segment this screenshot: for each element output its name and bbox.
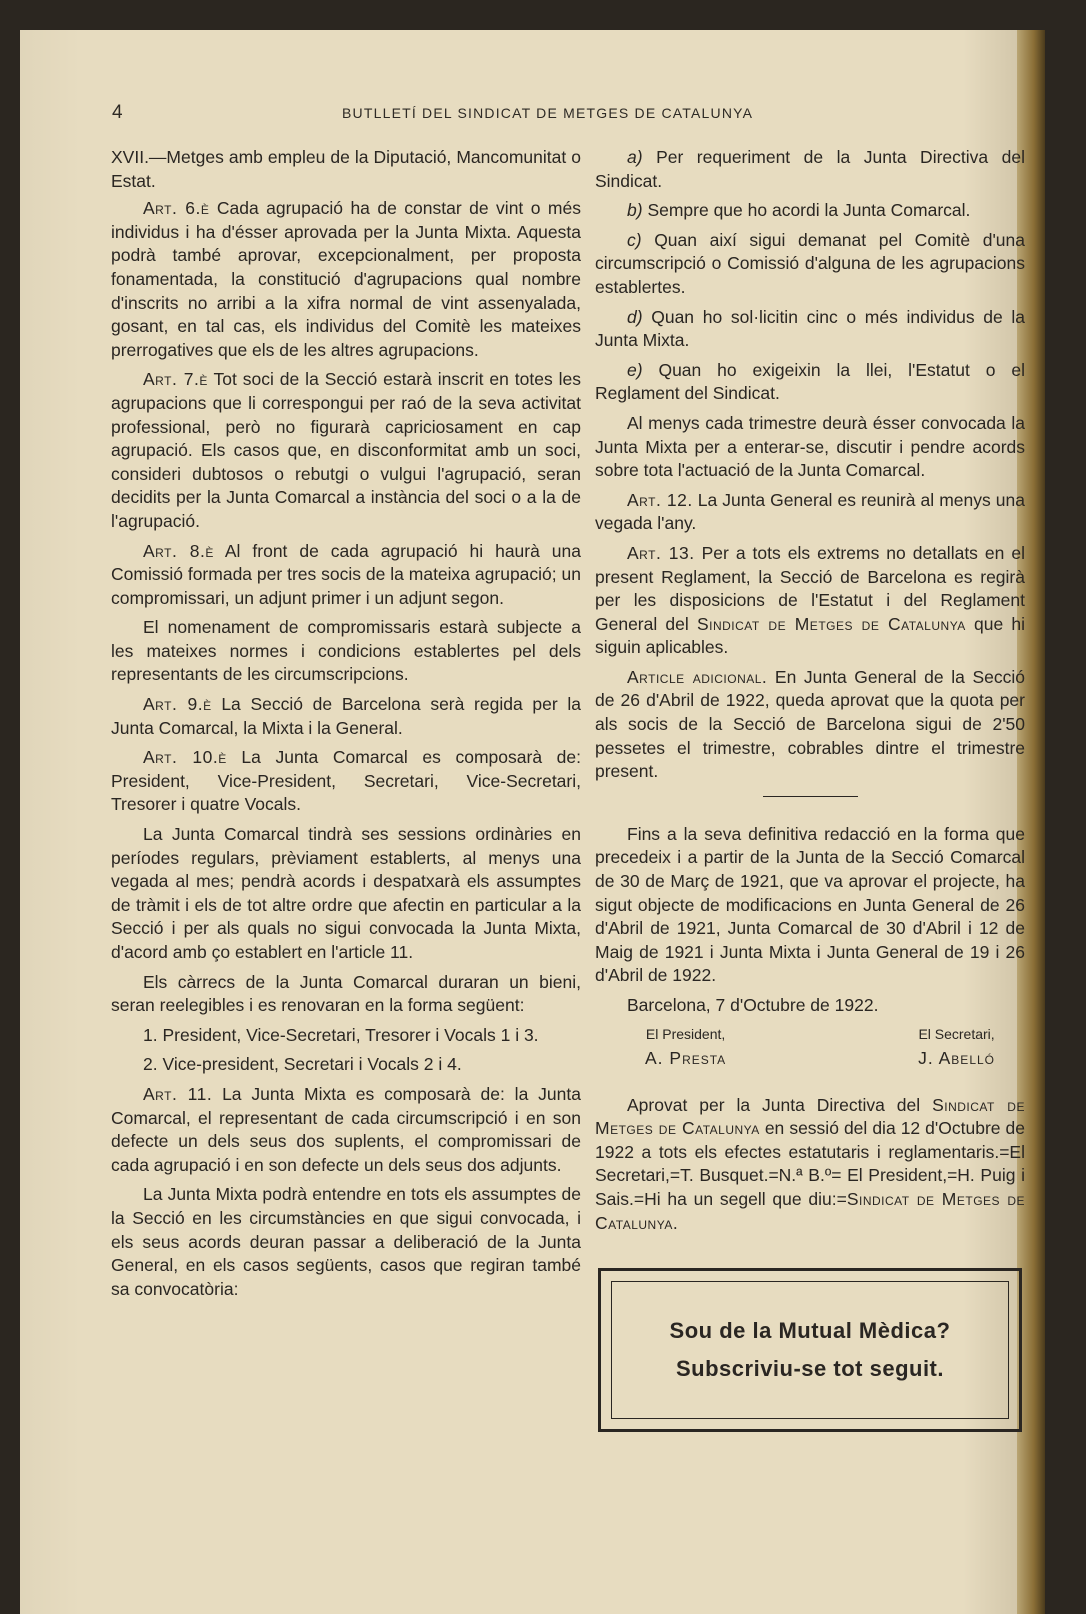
article-text: La Junta Comarcal es composarà de: President, Vice-President, Secretari, Vice-Secretari, Tresorer i quatre Vocals.: [111, 747, 581, 815]
list-item: 2. Vice-president, Secretari i Vocals 2 i 4.: [143, 1054, 462, 1075]
article-text: Al front de cada agrupació hi haurà una Comissió formada per tres socis de la mateixa agrupació; un compromissari, un adjunt primer i un adjunt segon.: [111, 540, 581, 608]
case-item: [595, 199, 1025, 223]
article-8: [111, 540, 581, 611]
left-column: [111, 146, 581, 1307]
signature-title: El Secretari,: [918, 1025, 995, 1042]
article-8-paragraph: El nomenament de compromissaris estarà subjecte a les mateixes normes i condicions establertes pel dels representants de les circumscripcions.: [111, 617, 581, 685]
sindicat-name: Sindicat de Metges de Catalunya: [595, 1094, 1025, 1139]
case-letter: a): [627, 147, 643, 167]
secretari-signature: [918, 1024, 995, 1068]
article-label: Article adicional.: [627, 666, 768, 687]
running-head: BUTLLETÍ DEL SINDICAT DE METGES DE CATALUNYA: [342, 105, 754, 121]
right-column: [595, 146, 1025, 1241]
trimestre-paragraph: Al menys cada trimestre deurà ésser convocada la Junta Mixta per a enterar-se, discutir i pendre acords sobre tota l'actuació de la Junta Comarcal.: [595, 412, 1025, 481]
article-text: En Junta General de la Secció de 26 d'Abril de 1922, queda aprovat que la quota per als socis de la Secció de Barcelona sigui de 2'50 pessetes el trimestre, cobrables dintre el trimestre present.: [595, 666, 1025, 782]
page-header: [112, 102, 952, 124]
advertisement-box: [598, 1268, 1022, 1432]
case-text: Quan així sigui demanat pel Comitè d'una circumscripció o Comissió d'alguna de les agrupacions establertes.: [595, 229, 1025, 297]
article-10-paragraph: Els càrrecs de la Junta Comarcal duraran un bieni, seran reelegibles i es renovaran en la forma següent:: [111, 971, 581, 1016]
article-10: [111, 746, 581, 817]
advertisement-call: Subscriviu-se tot seguit.: [676, 1356, 944, 1381]
page-number: 4: [112, 102, 123, 123]
list-item: 1. President, Vice-Secretari, Tresorer i Vocals 1 i 3.: [143, 1024, 539, 1045]
article-label: Art. 6.è: [143, 198, 210, 219]
case-text: Per requeriment de la Junta Directiva del Sindicat.: [595, 147, 1025, 191]
signatures: [595, 1024, 1025, 1068]
article-label: Art. 13.: [627, 542, 695, 563]
date-line: Barcelona, 7 d'Octubre de 1922.: [627, 995, 879, 1015]
signature-name: A. Presta: [645, 1047, 727, 1068]
document-page: [20, 30, 1045, 1614]
article-text: Tot soci de la Secció estarà inscrit en totes les agrupacions que li correspongui per raó de la seva activitat professional, però no figurarà capriciosament en cap agrupació. Els casos que, en disconformitat amb un soci, consideri dubtosos o rebutgi o vulgui l'agrupació, seran decidits per la Junta Comarcal a instància del soci o a la de l'agrupació.: [111, 369, 582, 531]
article-label: Art. 12.: [627, 489, 693, 510]
article-label: Art. 11.: [143, 1083, 213, 1104]
article-label: Art. 10.è: [143, 747, 227, 768]
article-10-paragraph: La Junta Comarcal tindrà ses sessions ordinàries en períodes regulars, prèviament establerts, al menys una vegada al mes; pendrà acords i despatxarà els assumptes de tràmit i els de tot altre ordre que afectin en particular a la Secció i per als quals no sigui convocada la Junta Mixta, d'acord amb ço establert en l'article 11.: [111, 824, 581, 962]
article-7: [111, 368, 581, 533]
signature-name: J. Abelló: [918, 1047, 995, 1068]
article-text: La Junta Mixta es composarà de: la Junta Comarcal, el representant de cada circumscripció i en son defecte un dels seus dos suplents, el compromissari de cada agrupació i en son defecte un dels seus dos adjunts.: [111, 1083, 581, 1175]
article-9: [111, 693, 581, 740]
president-signature: [645, 1024, 726, 1068]
case-text: Quan ho sol·licitin cinc o més individus de la Junta Mixta.: [595, 306, 1025, 351]
case-letter: b): [627, 200, 643, 221]
case-letter: d): [627, 306, 643, 327]
case-item: [595, 306, 1025, 353]
article-text: Per a tots els extrems no detallats en el present Reglament, la Secció de Barcelona es regirà per les disposicions de l'Estatut i del Reglament General del: [595, 542, 1025, 634]
section-divider: [763, 796, 858, 797]
article-label: Art. 9.è: [143, 694, 212, 715]
article-text: que hi siguin aplicables.: [595, 613, 1025, 658]
article-text: La Secció de Barcelona serà regida per la Junta Comarcal, la Mixta i la General.: [111, 694, 581, 738]
aprovat-text: Aprovat per la Junta Directiva del: [627, 1094, 921, 1115]
article-6: [111, 197, 581, 362]
case-letter: c): [627, 229, 642, 250]
signature-title: El President,: [645, 1025, 726, 1042]
case-item: [595, 229, 1025, 300]
aprovat-paragraph: [595, 1094, 1025, 1236]
article-label: Art. 7.è: [143, 369, 208, 390]
case-text: Quan ho exigeixin la llei, l'Estatut o el Reglament del Sindicat.: [595, 359, 1025, 404]
article-13: [595, 542, 1025, 660]
sindicat-name: Sindicat de Metges de Catalunya: [696, 613, 966, 634]
advertisement-inner: [611, 1281, 1009, 1419]
article-text: La Junta General es reunirà al menys una vegada l'any.: [595, 489, 1025, 534]
seal-text: Sindicat de Metges de Catalunya.: [595, 1188, 1026, 1233]
case-item: [595, 146, 1025, 193]
aprovat-text: en sessió del dia 12 d'Octubre de 1922 a tots els efectes estatutaris i reglamentaris.=El Secretari,=T. Busquet.=N.ª B.º= El President,=H. Puig i Sais.=Hi ha un segell que diu:=: [595, 1118, 1025, 1209]
article-12: [595, 489, 1025, 536]
article-11-paragraph: La Junta Mixta podrà entendre en tots els assumptes de la Secció en les circumstàncies en que sigui convocada, i els seus acords deuran passar a deliberació de la Junta General, en els casos següents, casos que regiran també sa convocatòria:: [111, 1184, 581, 1299]
article-label: Art. 8.è: [143, 540, 214, 561]
redaccio-paragraph: Fins a la seva definitiva redacció en la forma que precedeix i a partir de la Junta de la Secció Comarcal de 30 de Març de 1921, que va aprovar el projecte, ha sigut objecte de modificacions en Junta General de 26 d'Abril de 1921, Junta Comarcal de 30 d'Abril i 12 de Maig de 1921 i Junta Mixta i Junta General de 19 i 26 d'Abril de 1922.: [595, 823, 1025, 986]
case-letter: e): [627, 359, 643, 380]
case-item: [595, 359, 1025, 406]
article-adicional: [595, 666, 1025, 784]
section-title: XVII.—Metges amb empleu de la Diputació, Mancomunitat o Estat.: [111, 147, 581, 191]
case-text: Sempre que ho acordi la Junta Comarcal.: [647, 200, 971, 221]
article-11: [111, 1083, 581, 1177]
advertisement-question: Sou de la Mutual Mèdica?: [669, 1318, 951, 1343]
article-text: Cada agrupació ha de constar de vint o més individus i ha d'ésser aprovada per la Junta Mixta. Aquesta podrà també aprovar, excepcionalment, per proposta fonamentada, la constitució d'agrupacions qual nombre d'inscrits no arribi a la xifra normal de vint assenyalada, gosant, en tal cas, els individus del Comitè les mateixes prerrogatives que els de les altres agrupacions.: [111, 198, 581, 360]
